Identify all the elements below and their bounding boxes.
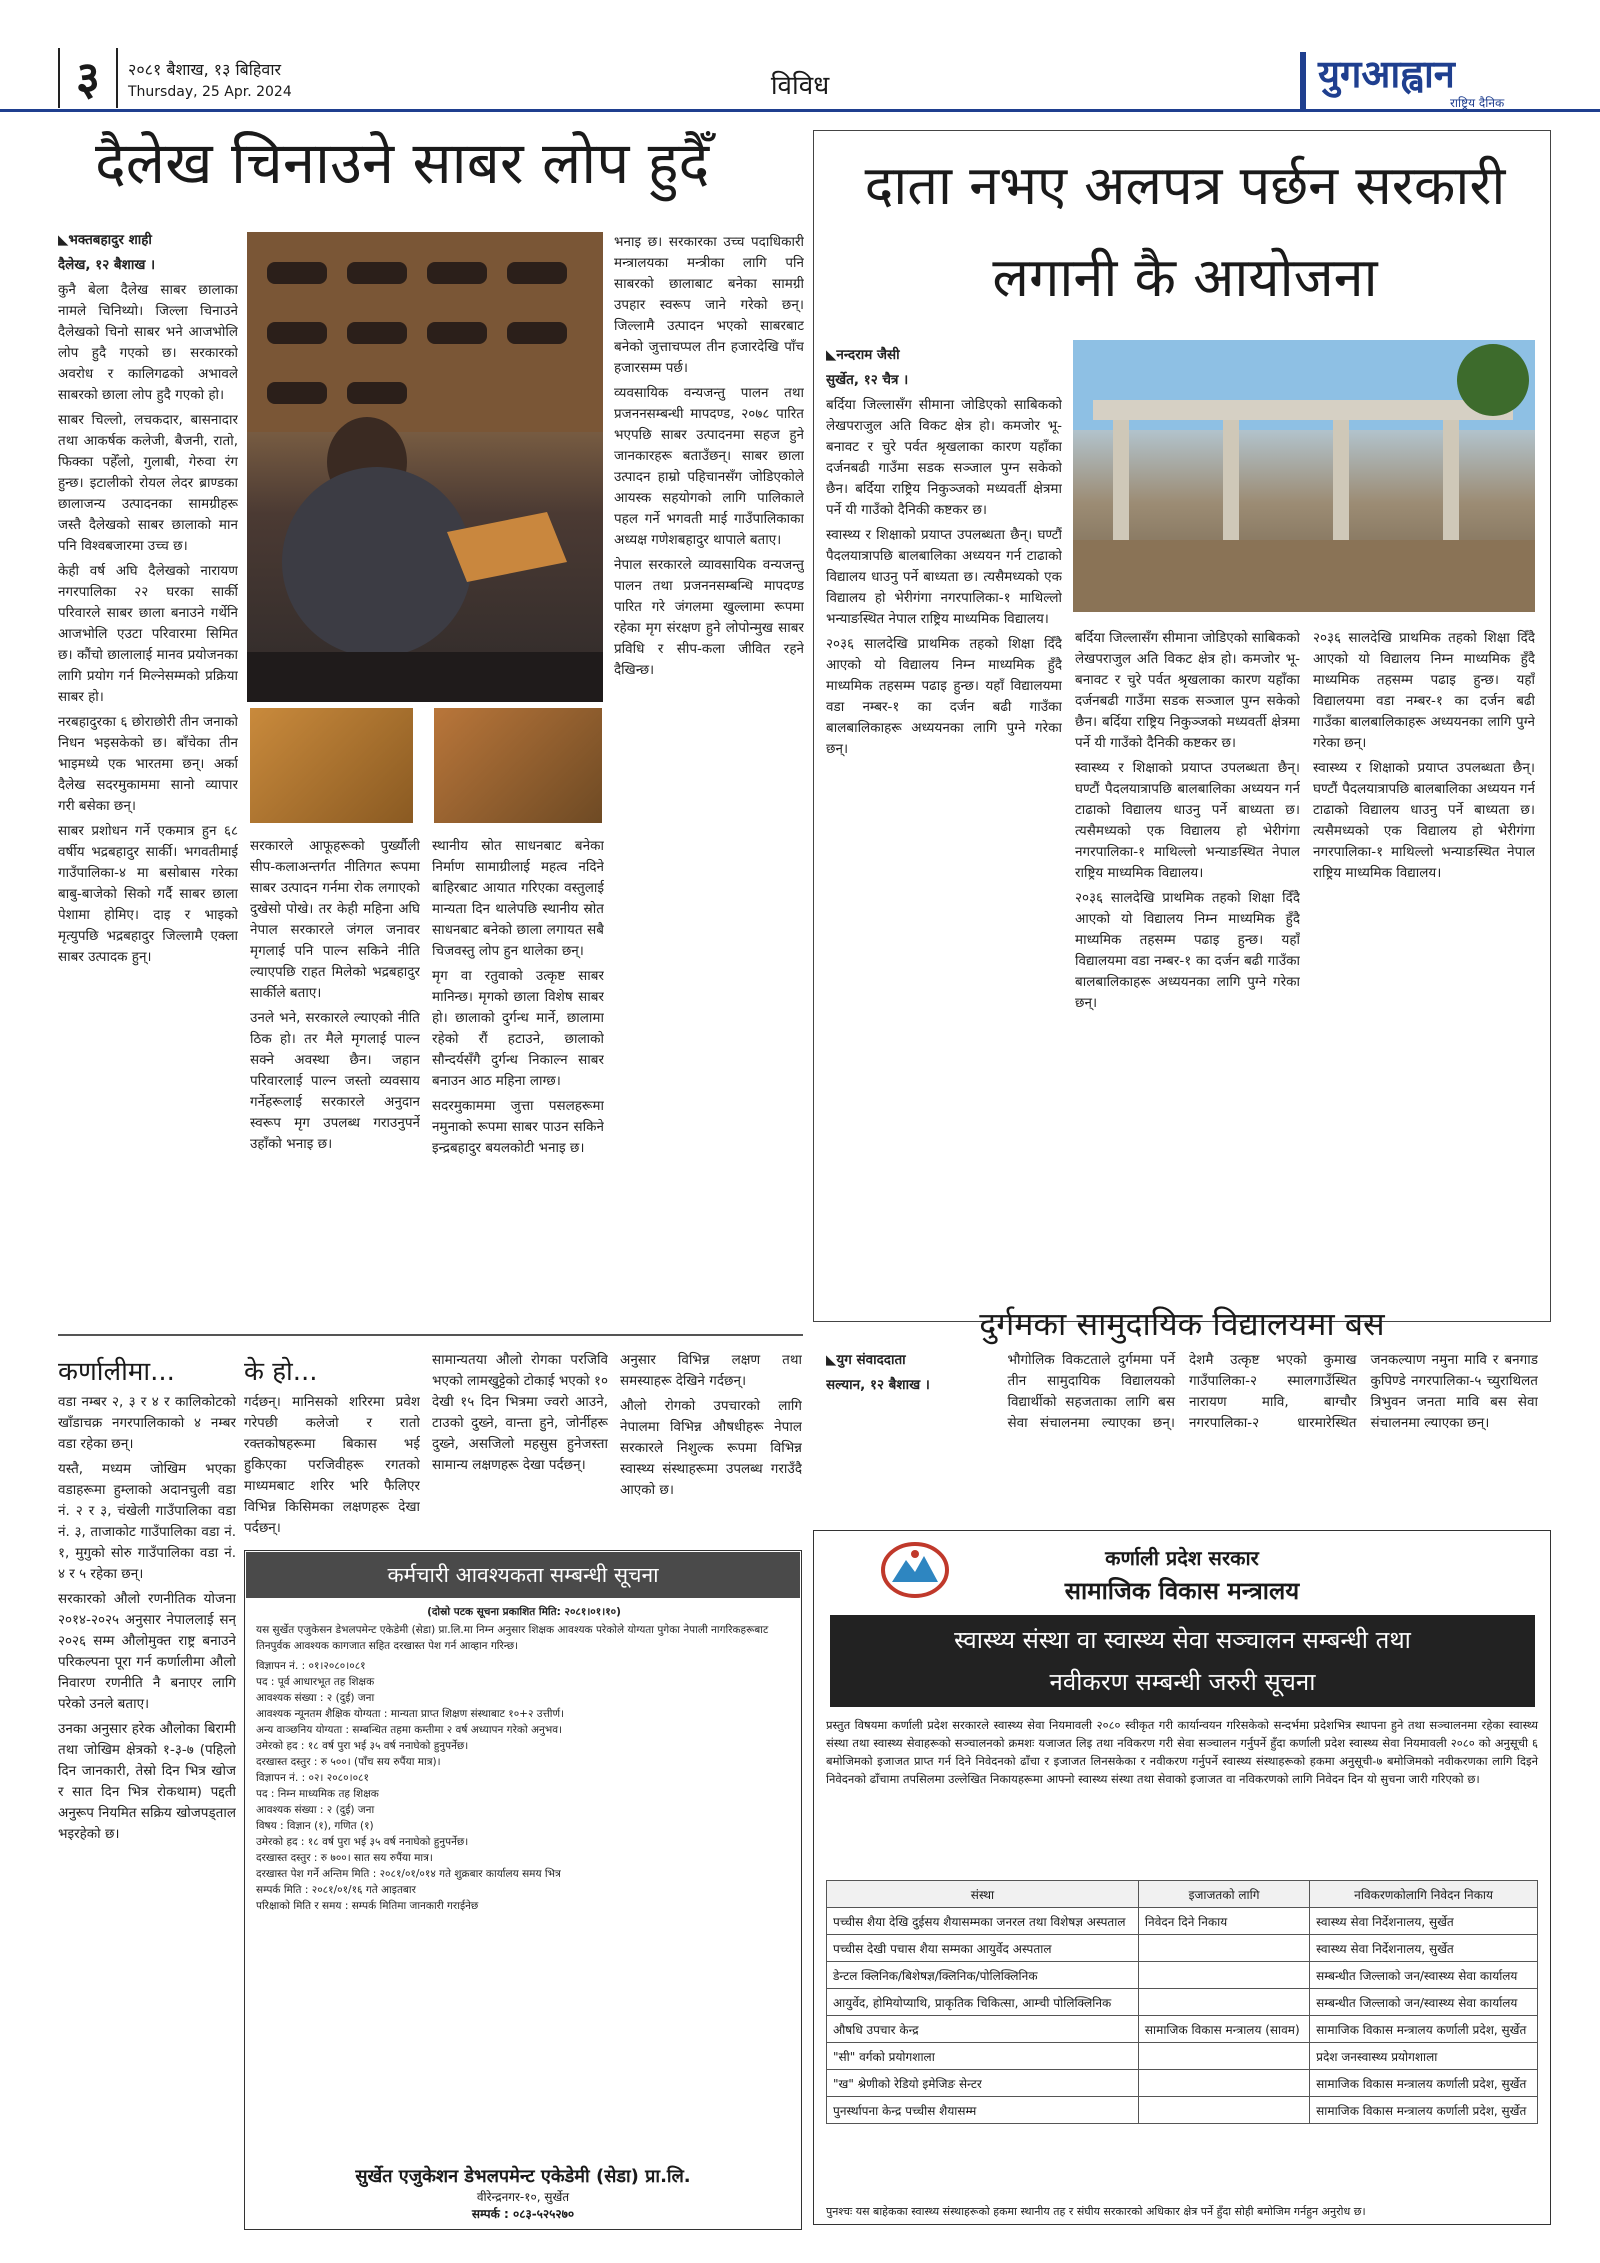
story4-paragraph: औलो रोगको उपचारको लागि नेपालमा विभिन्न औषधीहरू नेपाल सरकारले निशुल्क रूपमा विभिन्न स्वास्थ्य संस्थाहरूमा उपलब्ध गराउँदै आएको छ। xyxy=(620,1398,802,1498)
story4-continued-heading-karnali: कर्णालीमा... xyxy=(58,1357,175,1387)
notice1-item: सम्पर्क मिति : २०८१/०१/१६ गते आइतबार xyxy=(256,1884,416,1896)
story1-photo-shoes xyxy=(434,708,602,823)
notice1-item: दरखास्त दस्तुर : रु ७००। सात सय रुपैंया मात्र। xyxy=(256,1852,433,1864)
table-cell xyxy=(1138,2043,1309,2070)
shoemaker-illustration xyxy=(247,232,603,702)
story2-paragraph: २०३६ सालदेखि प्राथमिक तहको शिक्षा दिँदै आएको यो विद्यालय निम्न माध्यमिक हुँदै माध्यमिक तहसम्म पढाइ हुन्छ। यहाँ विद्यालयमा वडा नम्बर-१ का दर्जन बढी गाउँका बालबालिकाहरू अध्ययनका लागि पुग्ने गरेका छन्। xyxy=(1313,630,1535,751)
story1-paragraph: भनाइ छ। सरकारका उच्च पदाधिकारी मन्त्रालयका मन्त्रीका लागि पनि साबरको छालाबाट बनेका सामग्री उपहार स्वरूप जाने गरेको छन्। जिल्लामै उत्पादन भएको साबरबाट बनेको जुत्ताचप्पल तीन हजारदेखि पाँच हजारसम्म पर्छ। xyxy=(614,234,804,376)
table-cell xyxy=(1138,1989,1309,2016)
story1-paragraph: सरकारले आफूहरूको पुर्ख्यौली सीप-कलाअन्तर्गत नीतिगत रूपमा साबर उत्पादन गर्नमा रोक लगाएको दुखेसो पोखे। तर केही महिना अघि नेपाल सरकारले जंगल जनावर मृगलाई पनि पाल्न सकिने नीति ल्याएपछि राहत मिलेको भद्रबहादुर सार्कीले बताए। xyxy=(250,838,420,1001)
paper-tagline: राष्ट्रिय दैनिक xyxy=(1450,96,1505,110)
story2-dateline: सुर्खेत, १२ चैत्र । xyxy=(826,372,909,388)
story1-column-1 xyxy=(58,230,238,1320)
table-header: नविकरणकोलागि निवेदन निकाय xyxy=(1310,1881,1538,1908)
story3-body xyxy=(826,1350,1538,1512)
story1-photo-boot xyxy=(250,708,413,823)
table-cell: डेन्टल क्लिनिक/बिशेषज्ञ/क्लिनिक/पोलिक्लिनिक xyxy=(827,1962,1139,1989)
table-cell: सामाजिक विकास मन्त्रालय कर्णाली प्रदेश, सुर्खेत xyxy=(1310,2097,1538,2124)
story4-paragraph: उनका अनुसार हरेक औलोका बिरामी तथा जोखिम क्षेत्रको १-३-७ (पहिलो दिन जानकारी, तेस्रो दिन भित्र खोज र सात दिन भित्र रोकथाम) पद्दती अनुरूप नियमित सक्रिय खोजपड्ताल भइरहेको छ। xyxy=(58,1721,236,1842)
notice1-body xyxy=(256,1604,792,1914)
table-header: इजाजतको लागि xyxy=(1138,1881,1309,1908)
notice2-table xyxy=(826,1880,1538,2124)
story3-headline: दुर्गमका सामुदायिक विद्यालयमा बस xyxy=(979,1305,1385,1343)
story1-paragraph: नरबहादुरका ६ छोराछोरी तीन जनाको निधन भइसकेको छ। बाँचेका तीन भाइमध्ये एक भारतमा छन्। अर्का दैलेख सदरमुकाममा सानो व्यापार गरी बसेका छन्। xyxy=(58,714,238,814)
table-cell: सामाजिक विकास मन्त्रालय कर्णाली प्रदेश, सुर्खेत xyxy=(1310,2070,1538,2097)
story4-column-4 xyxy=(620,1350,802,1542)
story4-paragraph: यस्तै, मध्यम जोखिम भएका वडाहरूमा हुम्लाको अदानचुली वडा नं. २ र ३, चंखेली गाउँपालिका वडा नं. ३, ताजाकोट गाउँपालिका वडा नं. १, मुगुको सोरु गाउँपालिका वडा नं. ४ र ५ रहेका छन्। xyxy=(58,1461,236,1582)
story1-paragraph: कुनै बेला दैलेख साबर छालाका नामले चिनिथ्यो। जिल्ला चिनाउने दैलेखको चिनो साबर भने आजभोलि लोप हुदै गएको छ। सरकारको अवरोध र कालिगढको अभावले साबरको छाला लोप हुदै गएको हो। xyxy=(58,282,238,403)
story1-column-3 xyxy=(432,836,604,1326)
table-cell: पुनर्स्थापना केन्द्र पच्चीस शैयासम्म xyxy=(827,2097,1139,2124)
table-row xyxy=(827,1908,1538,1935)
table-cell xyxy=(1138,2097,1309,2124)
notice2-banner xyxy=(830,1615,1535,1707)
table-row xyxy=(827,2097,1538,2124)
story2-paragraph: बर्दिया जिल्लासँग सीमाना जोडिएको साबिकको लेखपराजुल अति विकट क्षेत्र हो। कमजोर भू-बनावट र चुरे पर्वत श्रृखलाका कारण यहाँका दर्जनबढी गाउँमा सडक सञ्जाल पुग्न सकेको छैन। बर्दिया राष्ट्रिय निकुञ्जको मध्यवर्ती क्षेत्रमा पर्ने यी गाउँको दैनिकी कष्टकर छ। xyxy=(1075,630,1300,751)
story2-headline: दाता नभए अलपत्र पर्छन सरकारी लगानी कै आयोजना xyxy=(864,154,1506,309)
notice1-item: आवश्यक संख्या : २ (दुई) जना xyxy=(256,1804,375,1816)
story1-paragraph: केही वर्ष अघि दैलेखको नारायण नगरपालिका २२ घरका सार्की परिवारले साबर छाला बनाउने गर्थेनि आजभोलि एउटा परिवारमा सिमित छ। कौंचो छालालाई मानव प्रयोजनका लागि प्रयोग गर्न मिल्नेसम्मको प्रक्रिया साबर हो। xyxy=(58,563,238,705)
date-english: Thursday, 25 Apr. 2024 xyxy=(128,84,292,100)
page-number: ३ xyxy=(58,48,118,108)
table-row xyxy=(827,2070,1538,2097)
school-building-illustration xyxy=(1073,340,1535,612)
table-row xyxy=(827,1989,1538,2016)
notice1-item: आवश्यक संख्या : २ (दुई) जना xyxy=(256,1692,375,1704)
notice2-body: प्रस्तुत विषयमा कर्णाली प्रदेश सरकारले स्वास्थ्य सेवा नियमावली २०८० स्वीकृत गरी कार्यान्वयन गरिसकेको सन्दर्भमा प्रदेशभित्र स्थापना हुने तथा सञ्चालनमा रहेका स्वास्थ्य संस्था तथा स्वास्थ्य सेवाहरूको सञ्चालनको क्रमशः यजाजत लिइ तथा नविकरण गरी सेवा सञ्चालन गर्नुपर्ने हुँदा कर्णाली प्रदेश स्वास्थ्य सेवा नियमावली २०८० को अनुसूची ६ बमोजिमको इजाजत प्राप्त गर्न दिने निवेदनको ढाँचा र इजाजत लिनसकेका र नवीकरण गर्नुपर्ने स्वास्थ्य संस्थाहरूको हकमा अनुसूची-७ बमोजिमको नवीकरणका लागि दिइने निवेदनको ढाँचामा तपसिलमा उल्लेखित निकायहरूमा आफ्नो स्वास्थ्य संस्था तथा सेवाको इजाजत वा नविकरणको लागि निवेदन दिन यो सुचना जारी गरिएको छ। xyxy=(826,1718,1538,1786)
notice1-footer-contact: सम्पर्क : ०८३-५२५२७० xyxy=(471,2207,575,2221)
story4-paragraph: गर्दछन्। मानिसको शरिरमा प्रवेश गरेपछी कलेजो र रातो रक्तकोषहरूमा बिकास भई हुकिएका परजिवीहरू रगतको माध्यमबाट शरिर भरि फैलिएर विभिन्न किसिमका लक्षणहरू देखा पर्दछन्। xyxy=(244,1394,420,1536)
story1-column-2 xyxy=(250,836,420,1326)
table-row xyxy=(827,2043,1538,2070)
table-cell xyxy=(1138,2070,1309,2097)
table-cell: प्रदेश जनस्वास्थ्य प्रयोगशाला xyxy=(1310,2043,1538,2070)
story4-column-2 xyxy=(244,1392,420,1542)
date-nepali: २०८१ बैशाख, १३ बिहिवार xyxy=(128,60,282,79)
notice2-org-line1: कर्णाली प्रदेश सरकार xyxy=(1105,1546,1259,1570)
story1-paragraph: व्यवसायिक वन्यजन्तु पालन तथा प्रजननसम्बन्धी मापदण्ड, २०७८ पारित भएपछि साबर उत्पादनमा सहज हुने जानकारहरू बताउँछन्। साबर छाला उत्पादन हाम्रो पहिचानसँग जोडिएकोले आयस्क सहयोगको लागि पालिकाले पहल गर्ने भगवती माई गाउँपालिकाका अध्यक्ष गणेशबहादुर थापाले बताए। xyxy=(614,385,804,548)
notice2-org-line2: सामाजिक विकास मन्त्रालय xyxy=(1064,1577,1300,1605)
story2-paragraph: २०३६ सालदेखि प्राथमिक तहको शिक्षा दिँदै आएको यो विद्यालय निम्न माध्यमिक हुँदै माध्यमिक तहसम्म पढाइ हुन्छ। यहाँ विद्यालयमा वडा नम्बर-१ का दर्जन बढी गाउँका बालबालिकाहरू अध्ययनका लागि पुग्ने गरेका छन्। xyxy=(826,636,1062,757)
story1-paragraph: उनले भने, सरकारले ल्याएको नीति ठिक हो। तर मैले मृगलाई पाल्न सक्ने अवस्था छैन। जहान परिवारलाई पाल्न जस्तो व्यवसाय गर्नेहरूलाई सरकारले अनुदान स्वरूप मृग उपलब्ध गराउनुपर्ने उहाँको भनाइ छ। xyxy=(250,1010,420,1152)
table-cell: सामाजिक विकास मन्त्रालय (सावम) xyxy=(1138,2016,1309,2043)
notice1-item: विज्ञापन नं. : ०२। २०८०।०८१ xyxy=(256,1772,369,1784)
story1-paragraph: साबर चिल्लो, लचकदार, बासनादार तथा आकर्षक कलेजी, बैजनी, रातो, फिक्का पहेँलो, गुलाबी, गेरुवा रंग हुन्छ। इटालीको रोयल लेदर ब्राण्डका छालाजन्य उत्पादनका सामग्रीहरू जस्तै दैलेखको साबर छालाको मान पनि विश्वबजारमा उच्च छ। xyxy=(58,412,238,554)
notice2-banner-line2: नवीकरण सम्बन्धी जरुरी सूचना xyxy=(1049,1668,1316,1696)
table-header: संस्था xyxy=(827,1881,1139,1908)
story2-photo-school-building xyxy=(1073,340,1535,612)
story2-paragraph: २०३६ सालदेखि प्राथमिक तहको शिक्षा दिँदै आएको यो विद्यालय निम्न माध्यमिक हुँदै माध्यमिक तहसम्म पढाइ हुन्छ। यहाँ विद्यालयमा वडा नम्बर-१ का दर्जन बढी गाउँका बालबालिकाहरू अध्ययनका लागि पुग्ने गरेका छन्। xyxy=(1075,890,1300,1011)
notice1-item: परिक्षाको मिति र समय : सम्पर्क मितिमा जानकारी गराईनेछ xyxy=(256,1900,479,1912)
story4-continued-heading-ke-ho: के हो... xyxy=(244,1357,318,1387)
story1-photo-shoemaker xyxy=(247,232,603,702)
story1-paragraph: साबर प्रशोधन गर्ने एकमात्र हुन ६८ वर्षीय भद्रबहादुर सार्की। भगवतीमाई गाउँपालिका-४ मा बसोबास गरेका बाबु-बाजेको सिको गर्दै साबर छाला पेशामा होमिए। दाइ र भाइको मृत्युपछि भद्रबहादुर जिल्लामै एक्ला साबर उत्पादक हुन्। xyxy=(58,823,238,965)
notice1-item: उमेरको हद : १८ वर्ष पुरा भई ३५ वर्ष ननाघेको हुनुपर्नेछ। xyxy=(256,1836,469,1848)
story1-paragraph: नेपाल सरकारले व्यावसायिक वन्यजन्तु पालन तथा प्रजननसम्बन्धि मापदण्ड पारित गरे जंगलमा खुल्लामा रूपमा रहेका मृग संरक्षण हुने लोपोन्मुख साबर प्रविधि र सीप-कला जीवित रहने दैखिन्छ। xyxy=(614,557,804,678)
table-cell: स्वास्थ्य सेवा निर्देशनालय, सुर्खेत xyxy=(1310,1935,1538,1962)
story1-dateline: दैलेख, १२ बैशाख । xyxy=(58,257,156,273)
story4-paragraph: वडा नम्बर २, ३ र ४ र कालिकोटको खाँडाचक्र नगरपालिकाको ४ नम्बर वडा रहेका छन्। xyxy=(58,1394,236,1452)
story2-paragraph: स्वास्थ्य र शिक्षाको प्रयाप्त उपलब्धता छैन्। घण्टौं पैदलयात्रापछि बालबालिका अध्ययन गर्न टाढाको विद्यालय धाउनु पर्ने बाध्यता छ। त्यसैमध्यको एक विद्यालय हो भेरीगंगा नगरपालिका-१ माथिल्लो भन्याङस्थित नेपाल राष्ट्रिय माध्यमिक विद्यालय। xyxy=(826,527,1062,627)
story3-dateline: सल्यान, १२ बैशाख । xyxy=(826,1377,930,1393)
story2-paragraph: बर्दिया जिल्लासँग सीमाना जोडिएको साबिकको लेखपराजुल अति विकट क्षेत्र हो। कमजोर भू-बनावट र चुरे पर्वत श्रृखलाका कारण यहाँका दर्जनबढी गाउँमा सडक सञ्जाल पुग्न सकेको छैन। बर्दिया राष्ट्रिय निकुञ्जको मध्यवर्ती क्षेत्रमा पर्ने यी गाउँको दैनिकी कष्टकर छ। xyxy=(826,397,1062,518)
notice1-item: दरखास्त पेश गर्ने अन्तिम मिति : २०८१/०१/०१४ गते शुक्रबार कार्यालय समय भित्र xyxy=(256,1868,561,1880)
table-cell: आयुर्वेद, होमियोप्याथि, प्राकृतिक चिकित्सा, आम्ची पोलिक्लिनिक xyxy=(827,1989,1139,2016)
story3-paragraph: भौगोलिक विकटताले दुर्गममा पर्ने तीन सामुदायिक विद्यालयको विद्यार्थीको सहजताका लागि बस सेवा संचालनमा ल्याएका छन्। देशमै उत्कृष्ट भएको कुमाख गाउँपालिका-२ स्मालगाउँस्थित नारायण मावि, बाग्चौर नगरपालिका-२ धारमारेस्थित जनकल्याण नमुना मावि र बनगाड कुपिण्डे नगरपालिका-५ च्युराथिलत त्रिभुवन जनता मावि बस सेवा संचालनमा ल्याएका छन्। xyxy=(1007,1352,1538,1431)
story4-column-1 xyxy=(58,1392,236,2242)
notice1-subheading: (दोस्रो पटक सूचना प्रकाशित मिति: २०८१।०१।१०) xyxy=(427,1606,621,1618)
story1-byline: ◣भक्तबहादुर शाही xyxy=(58,232,152,248)
table-cell: पच्चीस देखी पचास शैया सम्मका आयुर्वेद अस्पताल xyxy=(827,1935,1139,1962)
story2-column-2 xyxy=(1075,628,1300,1238)
story2-paragraph: स्वास्थ्य र शिक्षाको प्रयाप्त उपलब्धता छैन्। घण्टौं पैदलयात्रापछि बालबालिका अध्ययन गर्न टाढाको विद्यालय धाउनु पर्ने बाध्यता छ। त्यसैमध्यको एक विद्यालय हो भेरीगंगा नगरपालिका-१ माथिल्लो भन्याङस्थित नेपाल राष्ट्रिय माध्यमिक विद्यालय। xyxy=(1313,760,1535,881)
notice1-heading: कर्मचारी आवश्यकता सम्बन्धी सूचना xyxy=(246,1552,800,1598)
notice1-footer-address: वीरेन्द्रनगर-१०, सुर्खेत xyxy=(476,2190,570,2204)
section-divider xyxy=(58,1334,803,1336)
notice1-intro: यस सुर्खेत एजुकेसन डेभलपमेन्ट एकेडेमी (सेडा) प्रा.लि.मा निम्न अनुसार शिक्षक आवश्यक परेकोले योग्यता पुगेका नेपाली नागरिकहरूबाट तिनपुर्वक आवश्यक कागजात सहित दरखास्त पेश गर्न आव्हान गरिन्छ। xyxy=(256,1624,769,1652)
table-cell: "सी" वर्गको प्रयोगशाला xyxy=(827,2043,1139,2070)
notice1-item: पद : निम्न माध्यमिक तह शिक्षक xyxy=(256,1788,379,1800)
table-cell: सम्बन्धीत जिल्लाको जन/स्वास्थ्य सेवा कार्यालय xyxy=(1310,1989,1538,2016)
table-cell: औषधि उपचार केन्द्र xyxy=(827,2016,1139,2043)
table-cell: "ख" श्रेणीको रेडियो इमेजिङ सेन्टर xyxy=(827,2070,1139,2097)
table-row xyxy=(827,2016,1538,2043)
story4-column-3 xyxy=(432,1350,608,1542)
table-cell: स्वास्थ्य सेवा निर्देशनालय, सुर्खेत xyxy=(1310,1908,1538,1935)
story4-paragraph: सामान्यतया औलो रोगका परजिवि भएको लामखुट्टेको टोकाई भएको १० देखी १५ दिन भित्रमा ज्वरो आउने, टाउको दुख्ने, वान्ता हुने, जोर्नीहरू दुख्ने, असजिलो महसुस हुनेजस्ता सामान्य लक्षणहरू देखा पर्दछन्। xyxy=(432,1352,608,1473)
story2-byline: ◣नन्दराम जैसी xyxy=(826,347,900,363)
notice1-footer-org: सुर्खेत एजुकेशन डेभलपमेन्ट एकेडेमी (सेडा) प्रा.लि. xyxy=(355,2166,691,2187)
notice1-item: दरखास्त दस्तुर : रु ५००। (पाँच सय रुपैंया मात्र)। xyxy=(256,1756,441,1768)
story1-headline: दैलेख चिनाउने साबर लोप हुदैँ xyxy=(95,129,710,197)
story2-paragraph: स्वास्थ्य र शिक्षाको प्रयाप्त उपलब्धता छैन्। घण्टौं पैदलयात्रापछि बालबालिका अध्ययन गर्न टाढाको विद्यालय धाउनु पर्ने बाध्यता छ। त्यसैमध्यको एक विद्यालय हो भेरीगंगा नगरपालिका-१ माथिल्लो भन्याङस्थित नेपाल राष्ट्रिय माध्यमिक विद्यालय। xyxy=(1075,760,1300,881)
section-name: विविध xyxy=(770,71,830,101)
notice1-item: उमेरको हद : १८ वर्ष पुरा भई ३५ वर्ष ननाघेको हुनुपर्नेछ। xyxy=(256,1740,469,1752)
story4-paragraph: सरकारको औलो रणनीतिक योजना २०१४-२०२५ अनुसार नेपाललाई सन् २०२६ सम्म औलोमुक्त राष्ट्र बनाउने परिकल्पना पूरा गर्न कर्णालीमा औलो निवारण रणनीति नै बनाएर लागि परेको उनले बताए। xyxy=(58,1591,236,1712)
notice1-item: विज्ञापन नं. : ०१।२०८०।०८१ xyxy=(256,1660,366,1672)
notice1-item: विषय : विज्ञान (१), गणित (१) xyxy=(256,1820,374,1832)
story1-column-4 xyxy=(614,232,804,1326)
story1-paragraph: मृग वा रतुवाको उत्कृष्ट साबर मानिन्छ। मृगको छाला विशेष साबर हो। छालाको दुर्गन्ध मार्ने, छालामा रहेको रौं हटाउने, छालाको सौन्दर्यसँगै दुर्गन्ध निकाल्न साबर बनाउन आठ महिना लाग्छ। xyxy=(432,968,604,1089)
table-cell: पच्चीस शैया देखि दुईसय शैयासम्मका जनरल तथा विशेषज्ञ अस्पताल xyxy=(827,1908,1139,1935)
table-row xyxy=(827,1962,1538,1989)
table-cell xyxy=(1138,1935,1309,1962)
table-cell: निवेदन दिने निकाय xyxy=(1138,1908,1309,1935)
notice1-item: अन्य वाञ्छनिय योग्यता : सम्बन्धित तहमा कम्तीमा २ वर्ष अध्यापन गरेको अनुभव। xyxy=(256,1724,563,1736)
notice1-item: पद : पूर्व आधारभूत तह शिक्षक xyxy=(256,1676,375,1688)
table-cell xyxy=(1138,1962,1309,1989)
notice2-banner-line1: स्वास्थ्य संस्था वा स्वास्थ्य सेवा सञ्चालन सम्बन्धी तथा xyxy=(954,1626,1411,1654)
story3-byline: ◣युग संवाददाता xyxy=(826,1352,906,1368)
notice1-footer xyxy=(246,2164,800,2222)
table-cell: सामाजिक विकास मन्त्रालय कर्णाली प्रदेश, सुर्खेत xyxy=(1310,2016,1538,2043)
notice1-item: आवश्यक न्यूनतम शैक्षिक योग्यता : मान्यता प्राप्त शिक्षण संस्थाबाट १०+२ उत्तीर्ण। xyxy=(256,1708,565,1720)
table-cell: सम्बन्धीत जिल्लाको जन/स्वास्थ्य सेवा कार्यालय xyxy=(1310,1962,1538,1989)
story2-column-3 xyxy=(1313,628,1535,1238)
story1-paragraph: सदरमुकाममा जुत्ता पसलहरूमा नमुनाको रूपमा साबर पाउन सकिने इन्द्रबहादुर बयलकोटी भनाइ छ। xyxy=(432,1098,604,1156)
story2-column-1 xyxy=(826,345,1062,1260)
story4-paragraph: अनुसार विभिन्न लक्षण तथा समस्याहरू देखिने गर्दछन्। xyxy=(620,1352,802,1389)
paper-name: युगआह्वान xyxy=(1318,52,1455,96)
table-row xyxy=(827,1935,1538,1962)
notice2-note: पुनश्चः यस बाहेकका स्वास्थ्य संस्थाहरूको हकमा स्थानीय तह र संघीय सरकारको अधिकार क्षेत्र पर्ने हुँदा सोही बमोजिम गर्नहुन अनुरोध छ। xyxy=(826,2205,1366,2218)
table-header-row xyxy=(827,1881,1538,1908)
story1-paragraph: स्थानीय स्रोत साधनबाट बनेका निर्माण सामाग्रीलाई महत्व नदिने बाहिरबाट आयात गरिएका वस्तुलाई मान्यता दिन थालेपछि स्थानीय स्रोत साधनबाट बनेको छाला लगायत सबै चिजवस्तु लोप हुन थालेका छन्। xyxy=(432,838,604,959)
